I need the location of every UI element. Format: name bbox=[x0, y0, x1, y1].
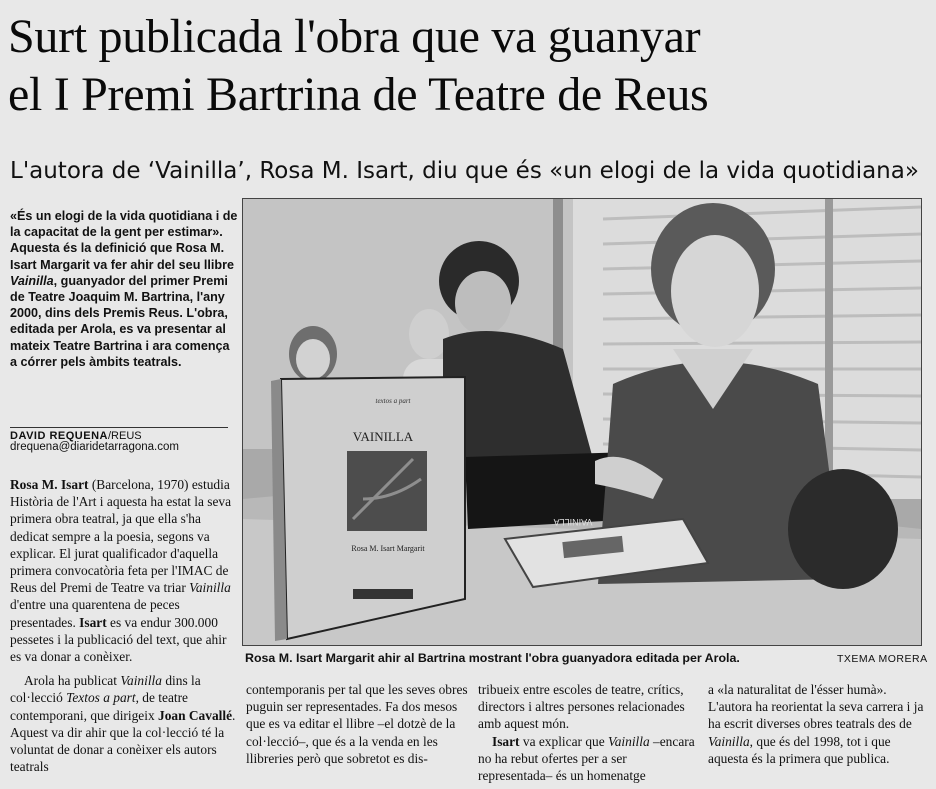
book-title: Vainilla bbox=[10, 273, 54, 288]
body-column-3: tribueix entre escoles de teatre, crítics, directors i altres persones relacionades amb aquest món. Isart va explicar que Vainilla –encara no ha rebut ofertes per a ser representada– és un homenatge bbox=[478, 682, 695, 784]
headline-line-2: el I Premi Bartrina de Teatre de Reus bbox=[8, 68, 709, 121]
book-cover-series: textos a part bbox=[375, 397, 411, 405]
book-spine-text: VAINILLA bbox=[553, 517, 593, 527]
photo-caption: Rosa M. Isart Margarit ahir al Bartrina mostrant l'obra guanyadora editada per Arola. bbox=[245, 651, 740, 665]
photo-credit: TXEMA MORERA bbox=[837, 653, 928, 665]
byline-place: /REUS bbox=[107, 430, 142, 442]
body-column-4: a «la naturalitat de l'ésser humà». L'autora ha reorientat la seva carrera i ja ha escrit diverses obres teatrals des de Vainilla, que és del 1998, tot i que aquesta és la primera que publica. bbox=[708, 682, 924, 766]
paragraph-2: Arola ha publicat Vainilla dins la col·lecció Textos a part, de teatre contemporani, que dirigeix Joan Cavallé. Aquest va dir ahir que la col·lecció té la voluntat de donar a conèixer els autors teatrals bbox=[10, 673, 236, 775]
author-email: drequena@diaridetarragona.com bbox=[10, 441, 179, 453]
headline-line-1: Surt publicada l'obra que va guanyar bbox=[8, 10, 701, 63]
subheadline: L'autora de ‘Vainilla’, Rosa M. Isart, diu que és «un elogi de la vida quotidiana» bbox=[10, 158, 919, 184]
body-column-1 bbox=[10, 476, 238, 775]
paragraph-1: Rosa M. Isart (Barcelona, 1970) estudia Història de l'Art i aquesta ha estat la seva primera obra teatral, ja que ella s'ha dedicat sempre a la poesia, segons va explicar. El jurat qualificador d'aquella primera convocatòria feta per l'IMAC de Reus del Premi de Teatre va triar Vainilla d'entre una quarentena de peces presentades. Isart es va endur 300.000 pessetes i la publicació del text, que ahir es va donar a conèixer. bbox=[10, 477, 232, 665]
author-name: DAVID REQUENA bbox=[10, 430, 108, 442]
article-photo bbox=[242, 198, 922, 646]
photo-illustration bbox=[243, 199, 921, 645]
lede-paragraph: «És un elogi de la vida quotidiana i de la capacitat de la gent per estimar». Aquesta és la definició que Rosa M. Isart Margarit va fer ahir del seu llibre Vainilla, guanyador del primer Premi de Teatre Joaquim M. Bartrina, l'any 2000, dins dels Premis Reus. L'obra, editada per Arola, es va presentar al mateix Teatre Bartrina i ara comença a córrer pels àmbits teatrals. bbox=[10, 209, 238, 369]
book-cover-title: VAINILLA bbox=[352, 429, 414, 444]
headline bbox=[8, 8, 928, 124]
book-cover-author: Rosa M. Isart Margarit bbox=[351, 544, 425, 553]
body-column-2: contemporanis per tal que les seves obres puguin ser representades. Fa dos mesos que es va editar el llibre –el dotzè de la col·lecció–, que és a la venda en les llibreries però que sobretot es dis- bbox=[246, 682, 468, 766]
